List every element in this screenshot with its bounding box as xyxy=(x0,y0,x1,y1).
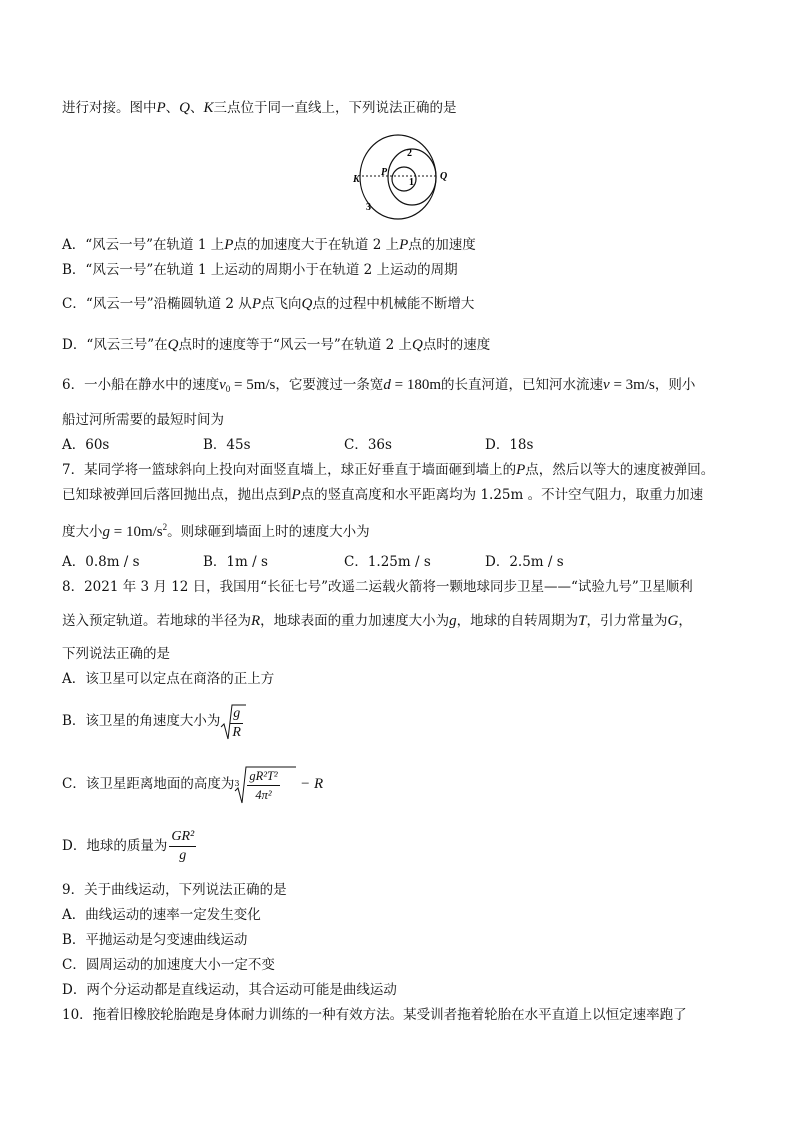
option-text: A．“风云一号”在轨道 1 上 xyxy=(62,237,225,253)
point-p: P xyxy=(399,237,409,253)
stem-text: 。则球砸到墙面上时的速度大小为 xyxy=(167,524,370,540)
sqrt-radical xyxy=(220,703,246,741)
point-q: Q xyxy=(179,100,191,116)
fraction xyxy=(169,828,196,865)
stem-text: ，地球的自转周期为 xyxy=(456,613,579,629)
point-q: Q xyxy=(411,337,423,353)
q6-option-d: D．18s xyxy=(485,437,534,453)
point-k: K xyxy=(203,100,214,116)
stem-text: 已知球被弹回后落回抛出点，抛出点到 xyxy=(62,487,292,503)
q8-option-d xyxy=(62,826,198,866)
q7-options xyxy=(62,553,564,571)
q8-option-b xyxy=(62,702,246,741)
q8-option-c xyxy=(62,764,323,805)
var-d xyxy=(383,377,441,393)
q10-stem-line1: 10．拖着旧橡胶轮胎跑是身体耐力训练的一种有效方法。某受训者拖着轮胎在水平直道上以恒定速率跑了 xyxy=(62,1007,687,1023)
symbol-g-constant: G xyxy=(667,613,679,629)
option-text: 点时的速度 xyxy=(422,337,491,353)
var-g xyxy=(103,524,168,540)
stem-text: 送入预定轨道。若地球的半径为 xyxy=(62,613,251,629)
var-v0 xyxy=(219,377,275,393)
denominator: 4π² xyxy=(255,787,272,802)
value: = 180m xyxy=(390,377,442,393)
q9-option-c: C．圆周运动的加速度大小一定不变 xyxy=(62,957,275,973)
stem-text: 7．某同学将一篮球斜向上投向对面竖直墙上，球正好垂直于墙面砸到墙上的 xyxy=(62,462,517,478)
symbol: v xyxy=(603,377,610,393)
q8-stem-line1: 8．2021 年 3 月 12 日，我国用“长征七号”改遥二运载火箭将一颗地球同步卫星——“试验九号”卫星顺利 xyxy=(62,579,693,595)
symbol: v xyxy=(219,377,226,393)
stem-text: ，引力常量为 xyxy=(586,613,668,629)
symbol: g xyxy=(102,524,110,540)
point-q: Q xyxy=(301,296,313,312)
q9-option-d: D．两个分运动都是直线运动，其合运动可能是曲线运动 xyxy=(62,982,397,998)
numerator: GR² xyxy=(169,828,196,847)
subscript: 0 xyxy=(225,384,231,394)
point-p: P xyxy=(156,100,166,116)
label-q: Q xyxy=(440,171,448,182)
symbol-r: R xyxy=(251,613,261,629)
option-text: D．地球的质量为 xyxy=(62,838,168,854)
stem-text: 度大小 xyxy=(62,524,103,540)
point-p: P xyxy=(291,487,301,503)
option-text: C．“风云一号”沿椭圆轨道 2 从 xyxy=(62,296,252,312)
separator: 、 xyxy=(190,100,204,116)
point-p: P xyxy=(224,237,234,253)
denominator: R xyxy=(232,724,241,740)
orbit-3-circle xyxy=(360,135,436,219)
q6-option-c: C．36s xyxy=(344,437,392,453)
q6-stem-line2: 船过河所需要的最短时间为 xyxy=(62,412,224,428)
stem-text: 点，然后以等大的速度被弹回。 xyxy=(525,462,715,478)
label-1: 1 xyxy=(409,177,414,188)
orbit-diagram xyxy=(350,130,460,225)
option-text: 点的加速度大于在轨道 2 上 xyxy=(233,237,400,253)
stem-text: ，地球表面的重力加速度大小为 xyxy=(260,613,450,629)
q7-option-d: D．2.5m / s xyxy=(485,554,564,570)
fraction xyxy=(247,767,279,804)
stem-text: ，它要渡过一条宽 xyxy=(275,377,384,393)
q7-option-a: A．0.8m / s xyxy=(62,554,140,570)
numerator: g xyxy=(230,705,243,724)
label-p: P xyxy=(381,167,388,178)
intro-text: 进行对接。图中 xyxy=(62,100,157,116)
symbol-g: g xyxy=(449,613,457,629)
q9-option-a: A．曲线运动的速率一定发生变化 xyxy=(62,907,261,923)
q8-stem-line2 xyxy=(62,612,692,630)
option-text: D．“风云三号”在 xyxy=(62,337,168,353)
point-q: Q xyxy=(167,337,179,353)
option-text: C．该卫星距离地面的高度为 xyxy=(62,776,235,792)
var-v xyxy=(603,377,655,393)
q5-option-b: B．“风云一号”在轨道 1 上运动的周期小于在轨道 2 上运动的周期 xyxy=(62,262,458,278)
label-3: 3 xyxy=(366,202,371,213)
q9-stem: 9．关于曲线运动，下列说法正确的是 xyxy=(62,882,287,898)
cbrt-radical xyxy=(234,765,296,805)
q8-option-a: A．该卫星可以定点在商洛的正上方 xyxy=(62,671,275,687)
separator: 、 xyxy=(165,100,180,116)
q7-stem-line1 xyxy=(62,461,714,479)
q7-stem-line2 xyxy=(62,486,703,504)
value: = 10m/s xyxy=(110,524,163,540)
q7-stem-line3 xyxy=(62,518,370,541)
symbol: d xyxy=(383,377,391,393)
denominator: g xyxy=(179,848,187,863)
fraction xyxy=(230,705,243,742)
q8-stem-line3: 下列说法正确的是 xyxy=(62,646,170,662)
stem-text: ， xyxy=(678,613,692,629)
q7-option-b: B．1m / s xyxy=(203,554,268,570)
label-2: 2 xyxy=(407,148,412,159)
option-text: 点的过程中机械能不断增大 xyxy=(312,296,475,312)
stem-text: 点的竖直高度和水平距离均为 1.25m 。不计空气阻力，取重力加速 xyxy=(300,487,704,503)
stem-text: 6．一小船在静水中的速度 xyxy=(62,377,220,393)
point-p: P xyxy=(516,462,526,478)
q6-option-b: B．45s xyxy=(203,437,251,453)
q5-option-a xyxy=(62,236,476,254)
value: = 3m/s xyxy=(609,377,655,393)
q6-options xyxy=(62,436,533,454)
intro-text: 三点位于同一直线上，下列说法正确的是 xyxy=(213,100,457,116)
q7-option-c: C．1.25m / s xyxy=(344,554,431,570)
stem-text: ，则小 xyxy=(654,377,696,393)
minus-r: − R xyxy=(296,776,324,792)
stem-text: 的长直河道，已知河水流速 xyxy=(441,377,604,393)
q5-option-d xyxy=(62,336,490,354)
q6-stem-line1 xyxy=(62,376,695,398)
option-text: B．该卫星的角速度大小为 xyxy=(62,713,221,729)
root-index: 3 xyxy=(234,778,240,788)
symbol-t: T xyxy=(578,613,587,629)
option-text: 点的加速度 xyxy=(408,237,476,253)
q6-option-a: A．60s xyxy=(62,437,110,453)
label-k: K xyxy=(353,174,360,185)
q5-option-c xyxy=(62,295,474,313)
point-p: P xyxy=(251,296,261,312)
intro-line xyxy=(62,99,457,117)
option-text: 点时的速度等于“风云一号”在轨道 2 上 xyxy=(178,337,412,353)
numerator: gR²T² xyxy=(247,767,279,786)
superscript: 2 xyxy=(162,522,168,532)
value: = 5m/s xyxy=(230,377,276,393)
q9-option-b: B．平抛运动是匀变速曲线运动 xyxy=(62,932,248,948)
option-text: 点飞向 xyxy=(260,296,302,312)
